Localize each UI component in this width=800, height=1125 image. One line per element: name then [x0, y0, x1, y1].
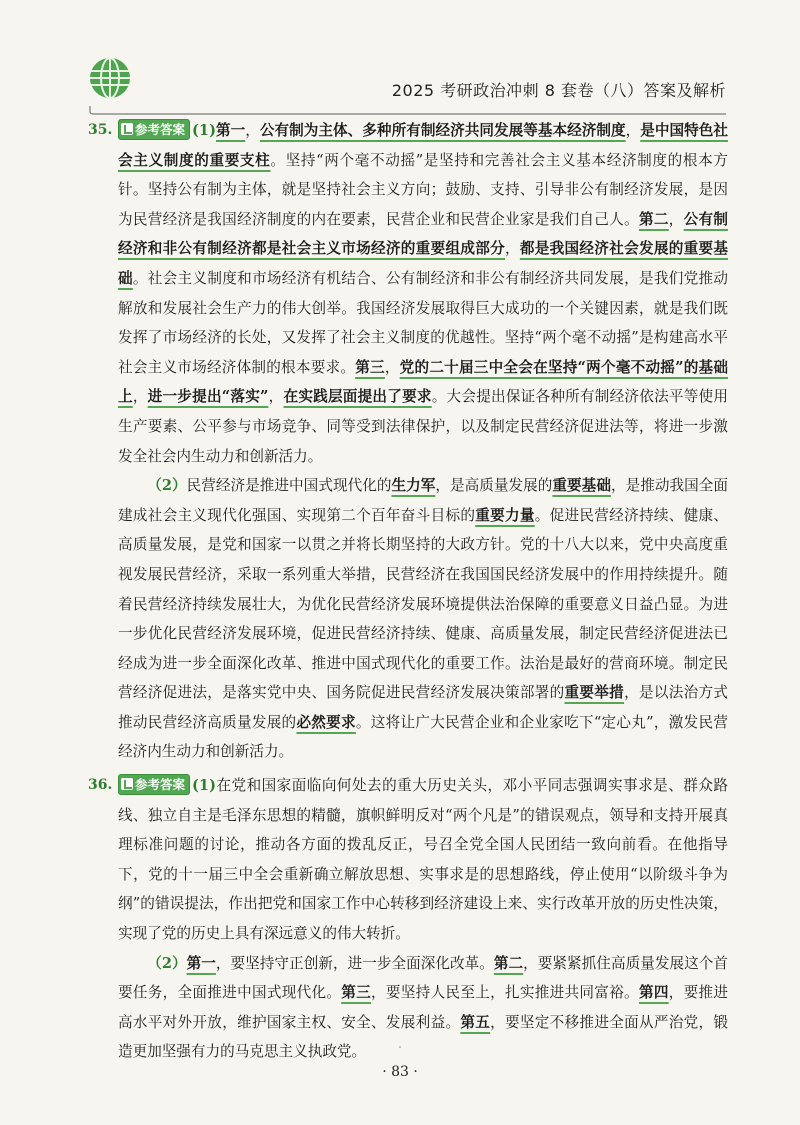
answer-text: ，: [505, 240, 520, 258]
answer-text: 在党和国家面临向何处去的重大历史关头，邓小平同志强调实事求是、群众路线、独立自主是毛泽东思想的精髓，旗帜鲜明反对“两个凡是”的错误观点，领导和支持开展真理标准问题的讨论，推动各方面的拨乱反正，号召全党全国人民团结一致向前看。在他指导下，党的十一届三中全会重新确立解放思想、实事求是的思想路线，停止使用“以阶级斗争为纲”的错误提法，作出把党和国家工作中心转移到经济建设上来、实行改革开放的历史性决策，实现了党的历史上具有深远意义的伟大转折。: [118, 777, 728, 943]
key-point: 第一: [186, 954, 216, 972]
key-point: 重要举措: [564, 684, 625, 702]
answer-text: 。社会主义制度和市场经济有机结合、公有制经济和非公有制经济共同发展，是我们党推动解放和发展社会生产力的伟大创举。我国经济发展取得巨大成功的一个关键因素，就是我们既发挥了市场经济的长处，又发挥了社会主义制度的优越性。坚持“两个毫不动摇”是构建高水平社会主义市场经济体制的根本要求。: [118, 269, 728, 376]
answer-text: ，: [384, 358, 400, 376]
answer-part: [118, 949, 728, 1067]
answer-part: [118, 771, 728, 949]
answer-text: 。坚持“两个毫不动摇”是坚持和完善社会主义基本经济制度的根本方针。坚持公有制为主体，就是坚持社会主义方向；鼓励、支持、引导非公有制经济发展，是因为民营经济是我国经济制度的内在要素，民营企业和民营企业家是我们自己人。: [118, 151, 728, 228]
reference-answer-tag: [118, 119, 190, 140]
part-label: (1): [192, 122, 216, 139]
key-point: 都是我国经济社会发展的重要基础: [118, 240, 728, 287]
header-title: 2025 考研政治冲刺 8 套卷（八）答案及解析: [391, 81, 726, 100]
key-point: 党的二十届三中全会在坚持“两个毫不动摇”的基础上: [118, 358, 728, 406]
answer-text: ，要坚持守正创新，进一步全面深化改革。: [215, 954, 494, 972]
answer-text: ，是推动我国全面建成社会主义现代化强国、实现第二个百年奋斗目标的: [118, 477, 728, 524]
answer-text: ，: [268, 388, 284, 406]
part-label: （2）: [147, 477, 187, 495]
key-point: 第二: [493, 954, 524, 972]
key-point: 在实践层面提出了要求: [283, 388, 432, 406]
key-point: 是中国特色社会主义制度的重要支柱: [118, 122, 728, 169]
page-header: [0, 0, 800, 112]
key-point: 进一步提出“落实”: [147, 388, 269, 406]
answer-text: ，要推进高水平对外开放，维护国家主权、安全、发展利益。: [118, 984, 728, 1031]
key-point: 第五: [460, 1013, 491, 1031]
part-label: （2）: [147, 954, 187, 972]
key-point: 第一: [215, 122, 246, 139]
key-point: 第三: [341, 984, 372, 1002]
answer-text: ，: [245, 122, 260, 139]
key-point: 第二: [638, 210, 669, 228]
globe-icon: [88, 56, 132, 100]
page-dot: [399, 1046, 401, 1048]
answer-text: 。这将让广大民营企业和企业家吃下“定心丸”，激发民营经济内生动力和创新活力。: [118, 713, 728, 761]
key-point: 第四: [638, 984, 669, 1002]
tag-label: 参考答案: [135, 777, 186, 793]
question-number: 35.: [88, 122, 113, 138]
key-point: 必然要求: [296, 713, 356, 731]
key-point: 重要力量: [475, 506, 535, 524]
answer-text: ，是以法治方式推动民营经济高质量发展的: [118, 684, 728, 731]
tag-label: 参考答案: [135, 122, 186, 137]
answer-text: 。促进民营经济持续、健康、高质量发展，是党和国家一以贯之并将长期坚持的大政方针。党的十八大以来，党中央高度重视发展民营经济，采取一系列重大举措，民营经济在我国国民经济发展中的作用持续提升。随着民营经济持续发展壮大，为优化民营经济发展环境提供法治保障的重要意义日益凸显。为进一步优化民营经济发展环境，促进民营经济持续、健康、高质量发展，制定民营经济促进法已经成为进一步全面深化改革、推进中国式现代化的重要工作。法治是最好的营商环境。制定民营经济促进法，是落实党中央、国务院促进民营经济发展决策部署的: [118, 506, 728, 702]
part-label: (1): [192, 777, 216, 795]
answer-text: 。大会提出保证各种所有制经济依法平等使用生产要素、公平参与市场竞争、同等受到法律保护，以及制定民营经济促进法等，将进一步激发全社会内生动力和创新活力。: [118, 388, 728, 465]
answer-text: ，要坚定不移推进全面从严治党，锻造更加坚强有力的马克思主义执政党。: [118, 1013, 728, 1061]
edit-icon: [121, 123, 133, 135]
answer-text: ，: [132, 388, 148, 406]
question-36: [88, 771, 728, 1067]
answer-part: [118, 116, 728, 471]
answer-text: ，: [668, 210, 684, 228]
key-point: 第三: [355, 358, 385, 376]
edit-icon: [121, 778, 133, 790]
answer-content: [88, 116, 728, 1067]
question-number: 36.: [88, 777, 113, 794]
key-point: 重要基础: [552, 477, 611, 495]
key-point: 公有制为主体、多种所有制经济共同发展等基本经济制度: [259, 122, 626, 139]
answer-part: [118, 471, 728, 767]
question-35: [88, 116, 728, 767]
page-number: · 83 ·: [382, 1064, 418, 1080]
reference-answer-tag: [118, 774, 190, 795]
answer-text: ，要紧紧抓住高质量发展这个首要任务，全面推进中国式现代化。: [118, 954, 728, 1002]
key-point: 生力军: [391, 477, 436, 495]
key-point: 公有制经济和非公有制经济都是社会主义市场经济的重要组成部分: [118, 210, 728, 258]
answer-text: 民营经济是推进中国式现代化的: [186, 477, 392, 495]
answer-text: ，: [625, 122, 641, 139]
answer-text: ，是高质量发展的: [435, 477, 553, 495]
answer-text: ，要坚持人民至上，扎实推进共同富裕。: [371, 984, 639, 1002]
